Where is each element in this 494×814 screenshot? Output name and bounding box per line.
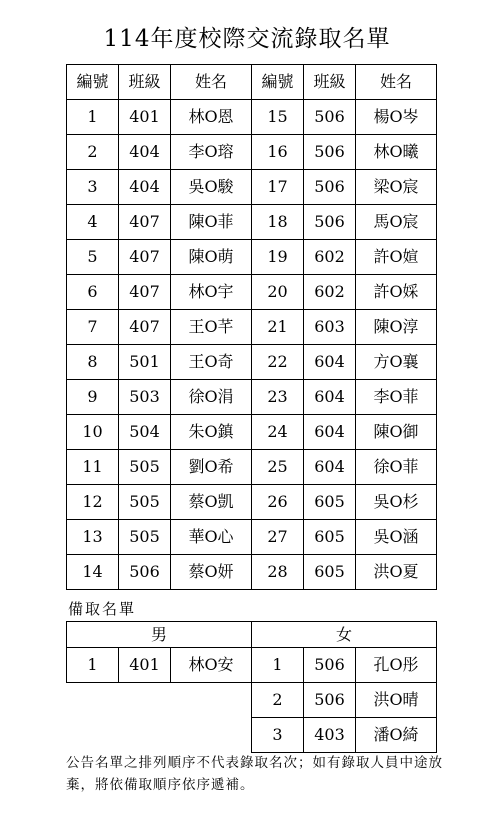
- class-cell: 605: [304, 555, 356, 590]
- number-cell: 9: [67, 380, 119, 415]
- number-cell: 6: [67, 275, 119, 310]
- table-row: [67, 135, 437, 170]
- table-row: [67, 100, 437, 135]
- male-number-cell: 1: [67, 648, 119, 683]
- notice-text: 公告名單之排列順序不代表錄取名次；如有錄取人員中途放棄，將依備取順序依序遞補。: [66, 755, 443, 793]
- header-class: 班級: [304, 65, 356, 100]
- name-cell: 徐O涓: [171, 380, 252, 415]
- class-cell: 504: [119, 415, 171, 450]
- name-cell: 方O襄: [356, 345, 437, 380]
- table-row: [67, 275, 437, 310]
- name-cell: 洪O夏: [356, 555, 437, 590]
- backup-table: [66, 621, 437, 753]
- class-cell: 605: [304, 520, 356, 555]
- name-cell: 陳O御: [356, 415, 437, 450]
- backup-list-title: 備取名單: [68, 600, 137, 618]
- class-cell: 603: [304, 310, 356, 345]
- table-row: [67, 380, 437, 415]
- empty-cell: [171, 718, 252, 753]
- name-cell: 王O芊: [171, 310, 252, 345]
- class-cell: 407: [119, 310, 171, 345]
- number-cell: 5: [67, 240, 119, 275]
- name-cell: 許O媗: [356, 240, 437, 275]
- female-name-cell: 洪O晴: [356, 683, 437, 718]
- number-cell: 12: [67, 485, 119, 520]
- class-cell: 602: [304, 275, 356, 310]
- female-name-cell: 潘O綺: [356, 718, 437, 753]
- header-class: 班級: [119, 65, 171, 100]
- backup-row: [67, 718, 437, 753]
- class-cell: 407: [119, 205, 171, 240]
- class-cell: 506: [304, 170, 356, 205]
- table-row: [67, 485, 437, 520]
- class-cell: 604: [304, 345, 356, 380]
- number-cell: 14: [67, 555, 119, 590]
- table-row: [67, 450, 437, 485]
- class-cell: 506: [304, 135, 356, 170]
- empty-cell: [119, 683, 171, 718]
- table-row: [67, 415, 437, 450]
- class-cell: 404: [119, 135, 171, 170]
- name-cell: 陳O萌: [171, 240, 252, 275]
- number-cell: 11: [67, 450, 119, 485]
- name-cell: 吳O杉: [356, 485, 437, 520]
- name-cell: 林O曦: [356, 135, 437, 170]
- number-cell: 13: [67, 520, 119, 555]
- male-name-cell: 林O安: [171, 648, 252, 683]
- number-cell: 1: [67, 100, 119, 135]
- class-cell: 604: [304, 450, 356, 485]
- female-number-cell: 2: [252, 683, 304, 718]
- name-cell: 馬O宸: [356, 205, 437, 240]
- name-cell: 劉O希: [171, 450, 252, 485]
- male-header: 男: [67, 622, 252, 648]
- number-cell: 27: [252, 520, 304, 555]
- table-row: [67, 240, 437, 275]
- class-cell: 605: [304, 485, 356, 520]
- number-cell: 21: [252, 310, 304, 345]
- table-row: [67, 310, 437, 345]
- class-cell: 404: [119, 170, 171, 205]
- number-cell: 28: [252, 555, 304, 590]
- class-cell: 604: [304, 380, 356, 415]
- number-cell: 20: [252, 275, 304, 310]
- table-row: [67, 345, 437, 380]
- name-cell: 吳O駿: [171, 170, 252, 205]
- class-cell: 407: [119, 240, 171, 275]
- female-class-cell: 506: [304, 683, 356, 718]
- header-number: 編號: [252, 65, 304, 100]
- number-cell: 10: [67, 415, 119, 450]
- number-cell: 3: [67, 170, 119, 205]
- class-cell: 407: [119, 275, 171, 310]
- table-row: [67, 555, 437, 590]
- backup-row: [67, 683, 437, 718]
- empty-cell: [67, 718, 119, 753]
- class-cell: 503: [119, 380, 171, 415]
- female-class-cell: 403: [304, 718, 356, 753]
- name-cell: 蔡O凱: [171, 485, 252, 520]
- number-cell: 2: [67, 135, 119, 170]
- table-row: [67, 520, 437, 555]
- male-class-cell: 401: [119, 648, 171, 683]
- header-name: 姓名: [356, 65, 437, 100]
- class-cell: 505: [119, 450, 171, 485]
- number-cell: 8: [67, 345, 119, 380]
- number-cell: 18: [252, 205, 304, 240]
- backup-header-row: [67, 622, 437, 648]
- class-cell: 506: [119, 555, 171, 590]
- class-cell: 506: [304, 205, 356, 240]
- number-cell: 26: [252, 485, 304, 520]
- backup-table-body: [67, 622, 437, 753]
- empty-cell: [119, 718, 171, 753]
- name-cell: 楊O岑: [356, 100, 437, 135]
- class-cell: 501: [119, 345, 171, 380]
- header-name: 姓名: [171, 65, 252, 100]
- name-cell: 李O瑢: [171, 135, 252, 170]
- class-cell: 602: [304, 240, 356, 275]
- name-cell: 陳O菲: [171, 205, 252, 240]
- name-cell: 蔡O妍: [171, 555, 252, 590]
- number-cell: 15: [252, 100, 304, 135]
- female-header: 女: [252, 622, 437, 648]
- number-cell: 23: [252, 380, 304, 415]
- name-cell: 徐O菲: [356, 450, 437, 485]
- page-title: 114年度校際交流錄取名單: [103, 26, 391, 52]
- number-cell: 22: [252, 345, 304, 380]
- class-cell: 506: [304, 100, 356, 135]
- table-row: [67, 170, 437, 205]
- number-cell: 19: [252, 240, 304, 275]
- name-cell: 王O奇: [171, 345, 252, 380]
- number-cell: 16: [252, 135, 304, 170]
- empty-cell: [171, 683, 252, 718]
- class-cell: 401: [119, 100, 171, 135]
- name-cell: 朱O鎮: [171, 415, 252, 450]
- class-cell: 505: [119, 485, 171, 520]
- name-cell: 李O菲: [356, 380, 437, 415]
- female-number-cell: 3: [252, 718, 304, 753]
- name-cell: 華O心: [171, 520, 252, 555]
- name-cell: 陳O淳: [356, 310, 437, 345]
- backup-row: [67, 648, 437, 683]
- female-number-cell: 1: [252, 648, 304, 683]
- header-number: 編號: [67, 65, 119, 100]
- name-cell: 林O恩: [171, 100, 252, 135]
- name-cell: 梁O宸: [356, 170, 437, 205]
- admission-table: [66, 64, 437, 590]
- table-header-row: [67, 65, 437, 100]
- female-name-cell: 孔O彤: [356, 648, 437, 683]
- name-cell: 許O婇: [356, 275, 437, 310]
- class-cell: 505: [119, 520, 171, 555]
- empty-cell: [67, 683, 119, 718]
- number-cell: 24: [252, 415, 304, 450]
- name-cell: 吳O涵: [356, 520, 437, 555]
- name-cell: 林O宇: [171, 275, 252, 310]
- number-cell: 25: [252, 450, 304, 485]
- number-cell: 17: [252, 170, 304, 205]
- table-row: [67, 205, 437, 240]
- admission-table-body: [67, 100, 437, 590]
- female-class-cell: 506: [304, 648, 356, 683]
- number-cell: 4: [67, 205, 119, 240]
- number-cell: 7: [67, 310, 119, 345]
- class-cell: 604: [304, 415, 356, 450]
